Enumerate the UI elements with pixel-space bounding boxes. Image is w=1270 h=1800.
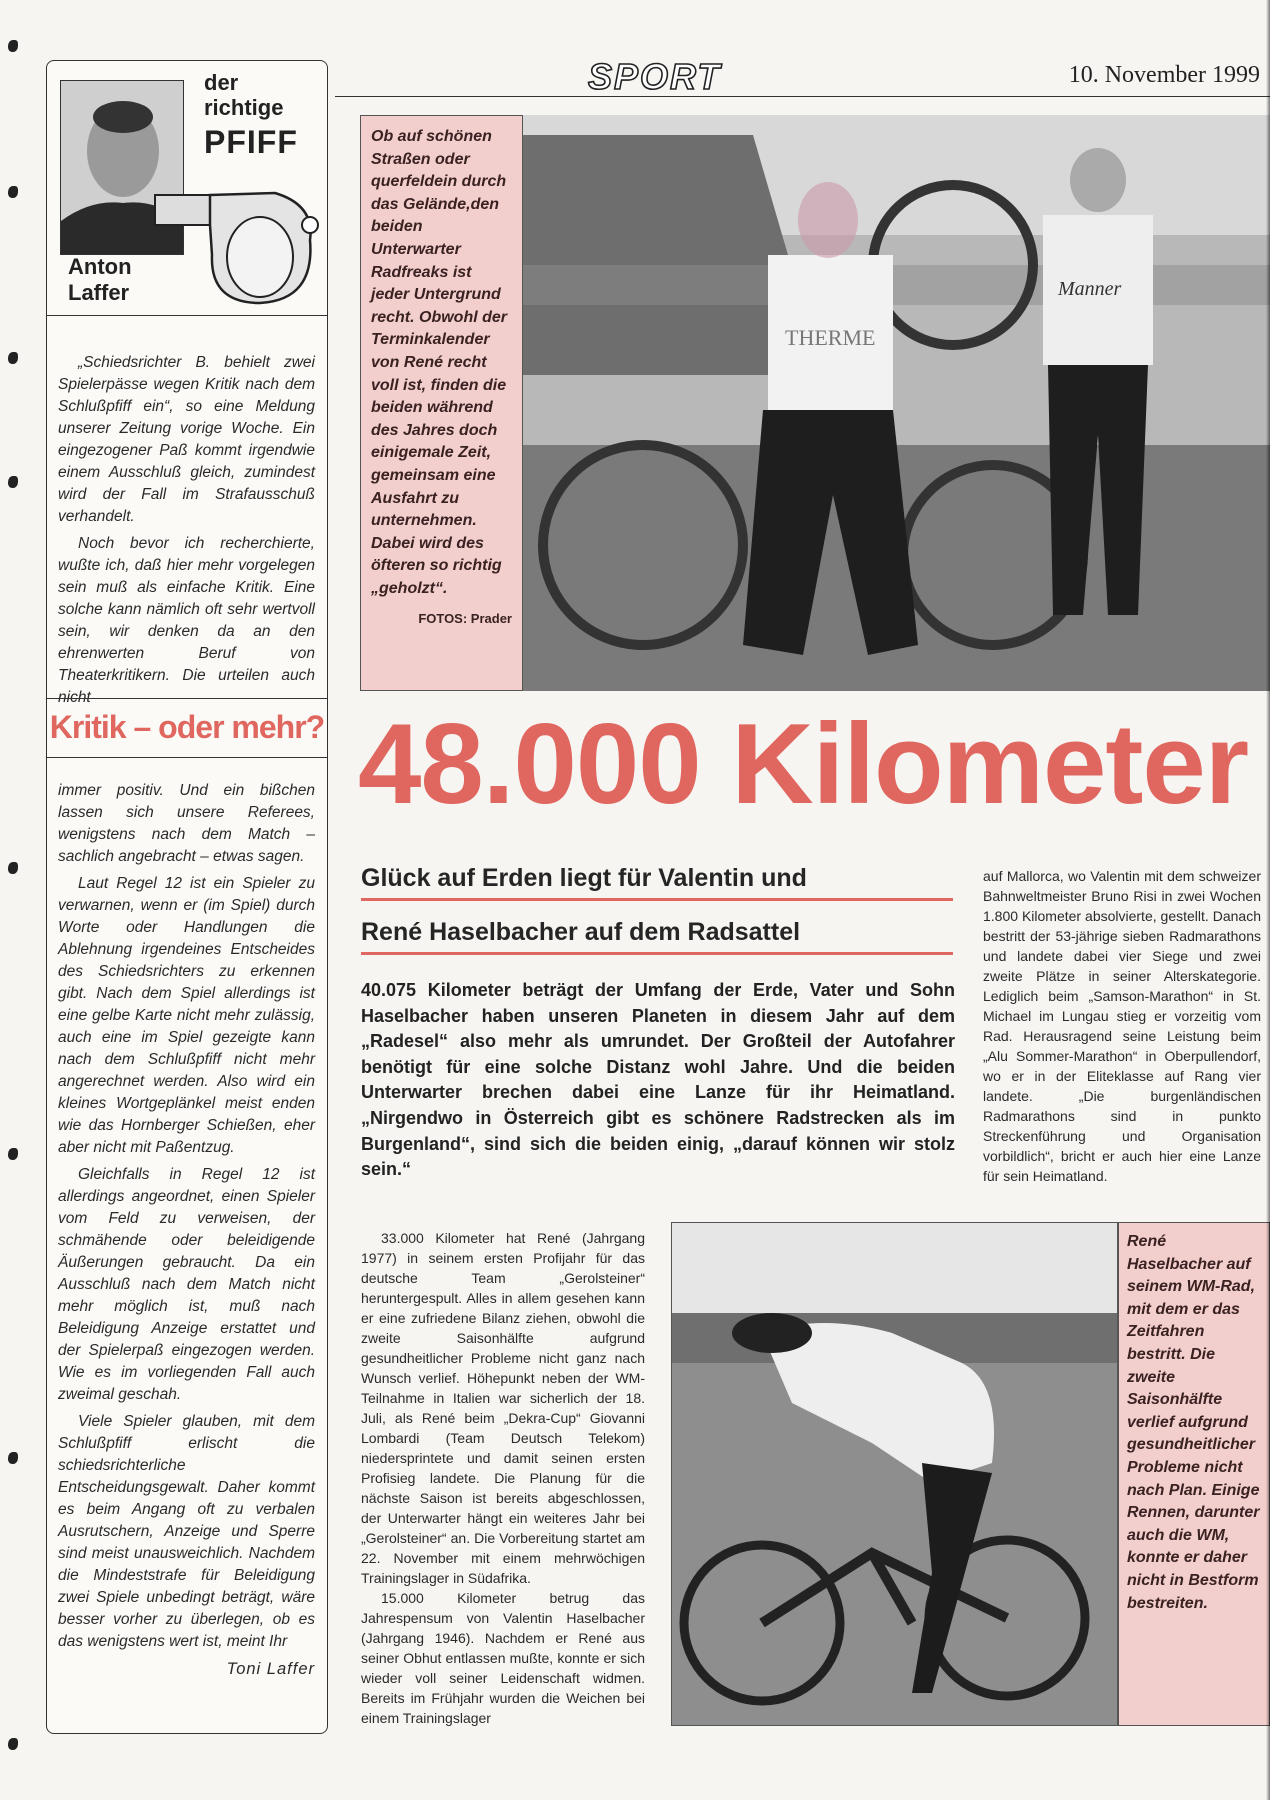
photo-credit: FOTOS: Prader xyxy=(418,611,512,627)
paragraph: Noch bevor ich recherchierte, wußte ich, daß hier mehr vorgelegen sein muß als einfache Kritik. Eine solche kann nämlich oft sehr wertvoll sein, wir denken da an den ehrenwerten Beruf von Theaterkritikern. Die urteilen auch nicht xyxy=(58,535,315,706)
photo-caption-bottom xyxy=(1118,1222,1270,1726)
section-title: SPORT xyxy=(588,56,722,97)
whistle-icon xyxy=(150,185,325,314)
paragraph: „Schiedsrichter B. behielt zwei Spielerpässe wegen Kritik nach dem Schlußpfiff ein“, so eine Meldung unserer Zeitung vorige Woche. Ein eingezogener Paß kommt irgendwie einem Ausschluß gleich, zumindest wird der Fall im Strafausschuß verhandelt. xyxy=(58,354,315,525)
paragraph: 15.000 Kilometer betrug das Jahrespensum von Valentin Haselbacher (Jahrgang 1946). Nachdem er René aus seiner Obhut entlassen mußte, konnte er sich wieder voll seiner Leidenschaft widmen. Bereits im Frühjahr wurden die Weichen bei einem Trainingslager xyxy=(361,1590,645,1726)
caption-text: René Haselbacher auf seinem WM-Rad, mit dem er das Zeitfahren bestritt. Die zweite Saisonhälfte verlief aufgrund gesundheitlicher Probleme nicht nach Plan. Einige Rennen, darunter auch die WM, konnte er daher nicht in Bestform bestreiten. xyxy=(1127,1233,1260,1612)
binder-hole-mark xyxy=(8,862,18,874)
subheadline-line-1: Glück auf Erden liegt für Valentin und xyxy=(361,858,953,901)
jersey-print: Manner xyxy=(1058,278,1122,300)
paragraph: Viele Spieler glauben, mit dem Schlußpfiff erlischt die schiedsrichterliche Entscheidungsgewalt. Daher kommt es beim Angang oft zu verbalen Ausrutschern, Anzeige und Sperre sind meist unausweichlich. Nachdem die Mindeststrafe für Beleidigung zwei Spiele unbedingt beträgt, wäre besser vorher zu überlegen, ob es das wenigstens wert ist, meint Ihr xyxy=(58,1413,315,1650)
headline: 48.000 Kilometer xyxy=(358,701,1249,828)
header-rule xyxy=(335,96,1270,97)
column-text-top xyxy=(58,352,315,714)
column-title-line: der xyxy=(204,70,239,95)
paragraph: auf Mallorca, wo Valentin mit dem schweizer Bahnweltmeister Bruno Risi in zwei Wochen 1.800 Kilometer absolvierte, gestellt. Danach bestritt der 53-jährige sieben Radmarathons und landete dabei vier Siege und zwei zweite Plätze in seiner Alterskategorie. Lediglich beim „Samson-Marathon“ in St. Michael im Lungau stieg er vorzeitig vom Rad. Herausragend seine Leistung beim „Alu Sommer-Marathon“ in Oberpullendorf, wo er in der Eliteklasse auf Rang vier landete. „Die burgenländischen Radmarathons sind in punkto Streckenführung und Organisation vorbildlich“, bricht er auch hier eine Lanze für sein Heimatland. xyxy=(983,868,1261,1184)
column-author xyxy=(68,254,132,306)
column-title-line: richtige xyxy=(204,95,284,120)
author-first-name: Anton xyxy=(68,254,132,279)
binder-hole-mark xyxy=(8,1452,18,1464)
caption-text: Ob auf schönen Straßen oder querfeldein durch das Gelände,den beiden Unterwarter Radfreaks ist jeder Untergrund recht. Obwohl der Terminkalender von René recht voll ist, finden die beiden während des Jahres doch einigemale Zeit, gemeinsam eine Ausfahrt zu unternehmen. Dabei wird des öfteren so richtig „geholzt“. xyxy=(371,128,508,597)
photo-time-trial-rider xyxy=(671,1222,1118,1726)
binder-hole-mark xyxy=(8,1148,18,1160)
column-subheading xyxy=(47,698,327,758)
shirt-print: THERME xyxy=(785,325,876,350)
binder-hole-mark xyxy=(8,186,18,198)
photo-cyclists-with-bikes xyxy=(523,115,1270,691)
paragraph: Gleichfalls in Regel 12 ist allerdings angeordnet, einen Spieler vom Feld zu verweisen, der schmähende oder beleidigende Äußerungen gebraucht. Da ein Ausschluß nach dem Match nicht mehr möglich ist, muß nach Beleidigung Anzeige erstattet und der Spielerpaß eingezogen werden. Wie es im vorliegenden Fall auch zweimal geschah. xyxy=(58,1166,315,1403)
author-last-name: Laffer xyxy=(68,280,130,305)
subheading-text: Kritik – oder mehr? xyxy=(49,709,325,745)
signature: Toni Laffer xyxy=(226,1660,315,1678)
subheadline-line-2: René Haselbacher auf dem Radsattel xyxy=(361,912,953,955)
column-text-bottom xyxy=(58,780,315,1680)
binder-hole-mark xyxy=(8,476,18,488)
paragraph: immer positiv. Und ein bißchen lassen sich unsere Referees, wenigstens nach dem Match – sachlich angebracht – etwas sagen. xyxy=(58,782,315,865)
page-fold-shadow xyxy=(1266,0,1270,1800)
article-body xyxy=(361,1228,645,1728)
binder-hole-mark xyxy=(8,1738,18,1750)
binder-hole-mark xyxy=(8,352,18,364)
issue-date: 10. November 1999 xyxy=(1068,62,1260,88)
paragraph: 33.000 Kilometer hat René (Jahrgang 1977) in seinem ersten Profijahr für das deutsche Team „Gerolsteiner“ heruntergespult. Alles in allem gesehen kann er eine zufriedene Bilanz ziehen, obwohl die zweite Saisonhälfte aufgrund gesundheitlicher Probleme nicht ganz nach Wunsch verlief. Höhepunkt neben der WM-Teilnahme in Italien war sicherlich der 18. Juli, als René beim „Dekra-Cup“ Giovanni Lombardi (Team Deutsch Telekom) niedersprintete und damit seinen ersten Profisieg landete. Die Planung für die nächste Saison ist bereits abgeschlossen, der Unterwarter hängt ein weiteres Jahr bei „Gerolsteiner“ an. Die Vorbereitung startet am 22. November mit einem mehrwöchigen Trainingslager in Südafrika. xyxy=(361,1230,645,1586)
divider xyxy=(47,315,327,316)
binder-hole-mark xyxy=(8,40,18,52)
paragraph: Laut Regel 12 ist ein Spieler zu verwarnen, wenn er (im Spiel) durch Worte oder Handlungen die Ablehnung irgendeines Entscheides des Schiedsrichters zu erkennen gibt. Nach dem Spiel allerdings ist eine gelbe Karte nicht mehr zulässig, auch eine im Spiel gezeigte kann nach dem Schlußpfiff nicht mehr angerechnet werden. Also wird ein kleines Wortgeplänkel meist enden wie das Hornberger Schießen, eher aber nicht mit Paßentzug. xyxy=(58,875,315,1156)
photo-caption-top xyxy=(360,115,523,691)
column-title-pfiff: PFIFF xyxy=(204,124,298,160)
article-lead: 40.075 Kilometer beträgt der Umfang der Erde, Vater und Sohn Haselbacher haben unseren Planeten in diesem Jahr auf dem „Radesel“ also mehr als umrundet. Der Großteil der Autofahrer benötigt für eine solche Distanz wohl Jahre. Und die beiden Unterwarter brechen dabei eine Lanze für ihr Heimatland. „Nirgendwo in Österreich gibt es schönere Radstrecken als im Burgenland“, sind sich die beiden einig, „darauf können wir stolz sein.“ xyxy=(361,980,955,1180)
article-right-column xyxy=(983,866,1261,1186)
